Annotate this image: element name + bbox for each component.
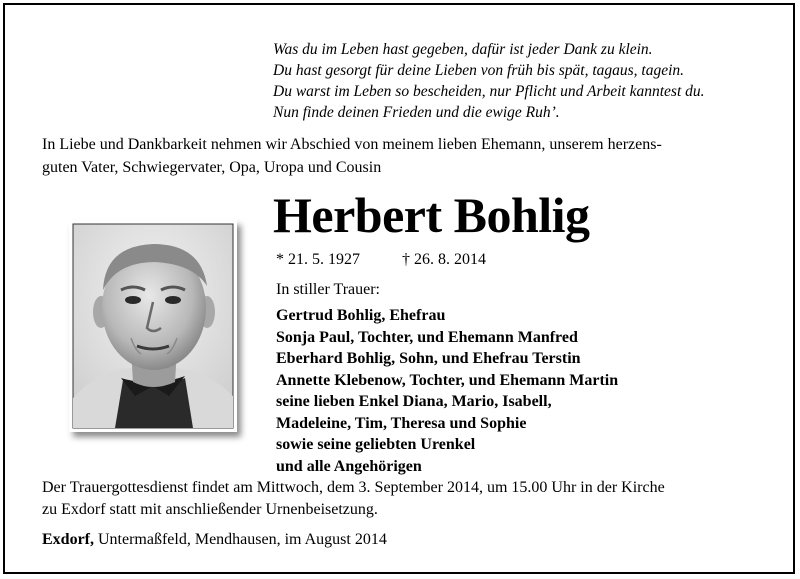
birth-date: * 21. 5. 1927 — [276, 251, 360, 268]
mourner-line: Madeleine, Tim, Theresa und Sophie — [276, 414, 527, 432]
mourner-line: und alle Angehörigen — [276, 457, 422, 475]
life-dates — [276, 249, 486, 271]
poem-line: Nun finde deinen Frieden und die ewige Ruh’. — [273, 104, 560, 121]
mourner-line: sowie seine geliebten Urenkel — [276, 436, 476, 453]
intro-text — [42, 133, 782, 179]
mourner-line: Sonja Paul, Tochter, und Ehemann Manfred — [276, 328, 578, 346]
poem-line: Was du im Leben hast gegeben, dafür ist jeder Dank zu klein. — [273, 41, 653, 58]
service-line: Der Trauergottesdienst findet am Mittwoch, dem 3. September 2014, um 15.00 Uhr in der Kirche — [42, 479, 665, 496]
mourner-line: Gertrud Bohlig, Ehefrau — [276, 307, 446, 324]
obituary-notice — [3, 3, 795, 574]
mourner-line: Eberhard Bohlig, Sohn, und Ehefrau Terstin — [276, 350, 581, 367]
mourners-list — [276, 305, 618, 477]
portrait-photo — [69, 220, 237, 432]
intro-line: In Liebe und Dankbarkeit nehmen wir Abschied von meinem lieben Ehemann, unserem herzens- — [42, 136, 662, 153]
intro-line: guten Vater, Schwiegervater, Opa, Uropa und Cousin — [42, 159, 382, 176]
place-and-date — [42, 529, 387, 551]
mourning-label: In stiller Trauer: — [276, 281, 380, 298]
mourner-line: seine lieben Enkel Diana, Mario, Isabell, — [276, 393, 552, 410]
mourner-line: Annette Klebenow, Tochter, und Ehemann Martin — [276, 371, 619, 389]
service-line: zu Exdorf statt mit anschließender Urnenbeisetzung. — [42, 501, 378, 518]
poem-line: Du hast gesorgt für deine Lieben von früh bis spät, tagaus, tagein. — [273, 62, 685, 79]
memorial-poem — [273, 39, 783, 123]
poem-line: Du warst im Leben so bescheiden, nur Pflicht und Arbeit kanntest du. — [273, 83, 705, 100]
place-town: Exdorf, — [42, 531, 94, 548]
deceased-name: Herbert Bohlig — [273, 187, 590, 243]
place-rest: Untermaßfeld, Mendhausen, im August 2014 — [98, 531, 387, 548]
death-date: † 26. 8. 2014 — [402, 251, 486, 268]
service-info — [42, 477, 782, 521]
